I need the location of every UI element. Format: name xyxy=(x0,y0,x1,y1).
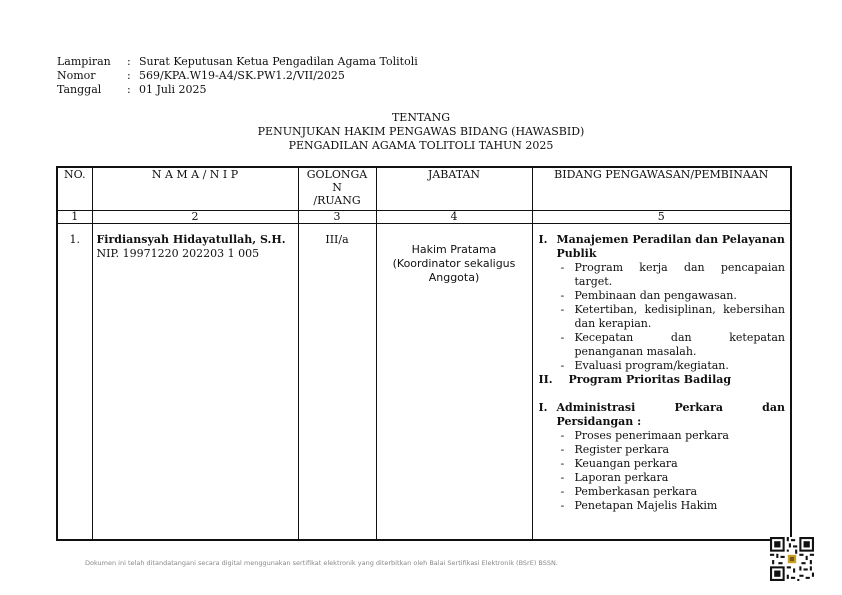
section-heading xyxy=(539,401,786,429)
heading-line: PENUNJUKAN HAKIM PENGAWAS BIDANG (HAWASBID) xyxy=(257,125,585,138)
list-item xyxy=(561,261,786,289)
list-bullet: - xyxy=(560,261,565,274)
header-bidang: BIDANG PENGAWASAN/PEMBINAAN xyxy=(532,167,791,211)
meta-sep: : xyxy=(127,83,131,96)
list-item-text: Proses penerimaan perkara xyxy=(574,429,729,442)
list-item-text: Keuangan perkara xyxy=(574,457,678,470)
index-cell: 4 xyxy=(376,211,532,224)
assignment-table xyxy=(56,166,792,541)
table-row xyxy=(57,224,791,541)
row-golongan: III/a xyxy=(298,224,376,541)
header-jabatan: JABATAN xyxy=(376,167,532,211)
header-nama: N A M A / N I P xyxy=(92,167,298,211)
header-golongan-line: /RUANG xyxy=(313,194,361,207)
list-bullet: - xyxy=(560,443,565,456)
list-bullet: - xyxy=(560,289,565,302)
header-golongan xyxy=(298,167,376,211)
list-item xyxy=(561,485,786,499)
heading-line: TENTANG xyxy=(391,111,451,124)
list-bullet: - xyxy=(560,457,565,470)
meta-nomor xyxy=(57,69,418,83)
list-bullet: - xyxy=(560,303,565,316)
document-heading xyxy=(0,111,842,153)
header-no: NO. xyxy=(57,167,92,211)
list-bullet: - xyxy=(560,499,565,512)
meta-label: Lampiran xyxy=(57,55,111,68)
list-item-text: Ketertiban, kedisiplinan, kebersihan dan kerapian. xyxy=(574,303,785,330)
meta-value: 01 Juli 2025 xyxy=(139,83,207,96)
meta-tanggal xyxy=(57,83,418,97)
list-item-text: Register perkara xyxy=(574,443,670,456)
jabatan-line: Hakim Pratama xyxy=(411,243,497,256)
row-bidang xyxy=(532,224,791,541)
table-index-row xyxy=(57,211,791,224)
list-item-text: Laporan perkara xyxy=(574,471,669,484)
list-item-text: Kecepatan dan ketepatan penanganan masalah. xyxy=(574,331,785,358)
section-number: I. xyxy=(538,233,548,246)
meta-sep: : xyxy=(127,69,131,82)
table-header-row xyxy=(57,167,791,211)
row-nama xyxy=(92,224,298,541)
list-item xyxy=(561,457,786,471)
list-bullet: - xyxy=(560,429,565,442)
meta-sep: : xyxy=(127,55,131,68)
meta-value: 569/KPA.W19-A4/SK.PW1.2/VII/2025 xyxy=(139,69,345,82)
index-cell: 1 xyxy=(57,211,92,224)
index-cell: 3 xyxy=(298,211,376,224)
section-title: Program Prioritas Badilag xyxy=(568,373,732,386)
index-cell: 5 xyxy=(532,211,791,224)
jabatan-line: (Koordinator sekaligus xyxy=(392,257,516,270)
row-jabatan xyxy=(376,224,532,541)
section-list xyxy=(539,429,786,513)
list-item-text: Pembinaan dan pengawasan. xyxy=(574,289,737,302)
index-cell: 2 xyxy=(92,211,298,224)
list-item xyxy=(561,429,786,443)
list-bullet: - xyxy=(560,471,565,484)
list-item xyxy=(561,443,786,457)
header-golongan-line: GOLONGA xyxy=(306,168,368,181)
list-item-text: Evaluasi program/kegiatan. xyxy=(574,359,729,372)
list-item xyxy=(561,289,786,303)
list-item xyxy=(561,471,786,485)
list-item xyxy=(561,499,786,513)
list-item xyxy=(561,303,786,331)
list-item-text: Pemberkasan perkara xyxy=(574,485,698,498)
jabatan-line: Anggota) xyxy=(428,271,480,284)
section-heading xyxy=(539,373,786,387)
section-title: Manajemen Peradilan dan Pelayanan Publik xyxy=(556,233,785,260)
person-name: Firdiansyah Hidayatullah, S.H. xyxy=(96,233,286,246)
meta-lampiran xyxy=(57,55,418,69)
section-number: II. xyxy=(538,373,553,386)
list-bullet: - xyxy=(560,359,565,372)
qr-code-icon xyxy=(770,537,814,581)
row-no: 1. xyxy=(57,224,92,541)
meta-value: Surat Keputusan Ketua Pengadilan Agama Tolitoli xyxy=(139,55,418,68)
list-item-text: Program kerja dan pencapaian target. xyxy=(574,261,785,288)
section-number: I. xyxy=(538,401,548,414)
section-list xyxy=(539,261,786,373)
person-nip: NIP. 19971220 202203 1 005 xyxy=(96,247,260,260)
meta-label: Nomor xyxy=(57,69,96,82)
section-title: Administrasi Perkara dan Persidangan : xyxy=(556,401,785,428)
list-item xyxy=(561,359,786,373)
section-heading xyxy=(539,233,786,261)
list-item-text: Penetapan Majelis Hakim xyxy=(574,499,718,512)
list-bullet: - xyxy=(560,485,565,498)
signature-footer: Dokumen ini telah ditandatangani secara digital menggunakan sertifikat elektronik yang diterbitkan oleh Balai Sertifikasi Elektronik (BSrE) BSSN. xyxy=(85,559,558,567)
heading-line: PENGADILAN AGAMA TOLITOLI TAHUN 2025 xyxy=(288,139,554,152)
list-item xyxy=(561,331,786,359)
header-golongan-line: N xyxy=(332,181,342,194)
document-meta xyxy=(57,55,418,97)
meta-label: Tanggal xyxy=(57,83,102,96)
list-bullet: - xyxy=(560,331,565,344)
